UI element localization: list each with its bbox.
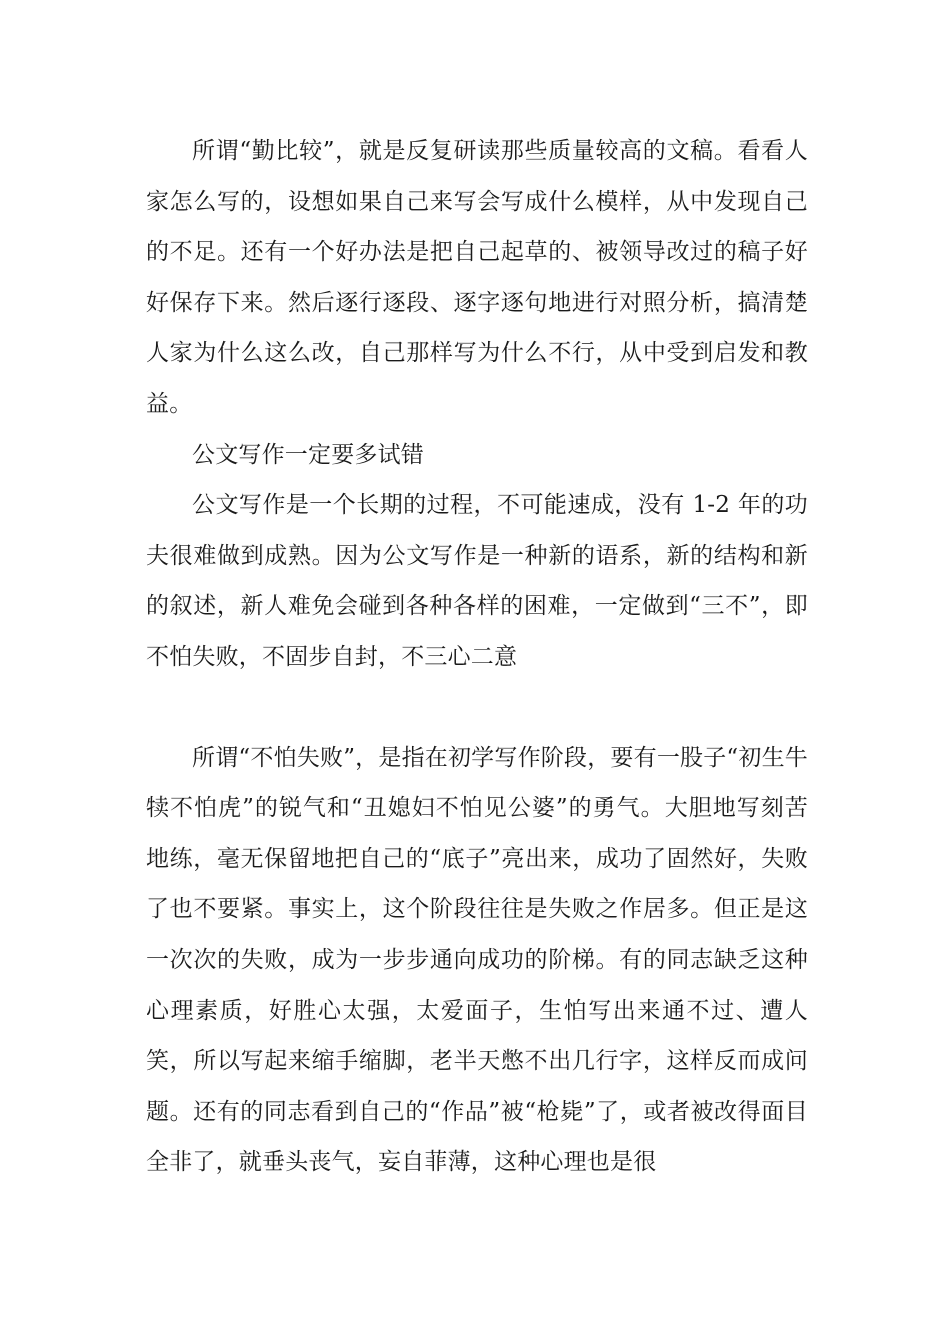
- document-page: [146, 126, 808, 1188]
- paragraph-gap: [146, 683, 808, 733]
- section-heading: 公文写作一定要多试错: [192, 441, 424, 468]
- paragraph-long-process: 公文写作是一个长期的过程，不可能速成，没有 1-2 年的功夫很难做到成熟。因为公文写作是一种新的语系，新的结构和新的叙述，新人难免会碰到各种各样的困难，一定做到“三不”，即不怕失败，不固步自封，不三心二意: [146, 492, 808, 670]
- paragraph-not-afraid: 所谓“不怕失败”，是指在初学写作阶段，要有一股子“初生牛犊不怕虎”的锐气和“丑媳妇不怕见公婆”的勇气。大胆地写刻苦地练，毫无保留地把自己的“底子”亮出来，成功了固然好，失败了也不要紧。事实上，这个阶段往往是失败之作居多。但正是这一次次的失败，成为一步步通向成功的阶梯。有的同志缺乏这种心理素质，好胜心太强，太爱面子，生怕写出来通不过、遭人笑，所以写起来缩手缩脚，老半天憋不出几行字，这样反而成问题。还有的同志看到自己的“作品”被“枪毙”了，或者被改得面目全非了，就垂头丧气，妄自菲薄，这种心理也是很: [146, 744, 808, 1176]
- paragraph-compare: 所谓“勤比较”，就是反复研读那些质量较高的文稿。看看人家怎么写的，设想如果自己来写会写成什么模样，从中发现自己的不足。还有一个好办法是把自己起草的、被领导改过的稿子好好保存下来。然后逐行逐段、逐字逐句地进行对照分析，搞清楚人家为什么这么改，自己那样写为什么不行，从中受到启发和教益。: [146, 138, 808, 417]
